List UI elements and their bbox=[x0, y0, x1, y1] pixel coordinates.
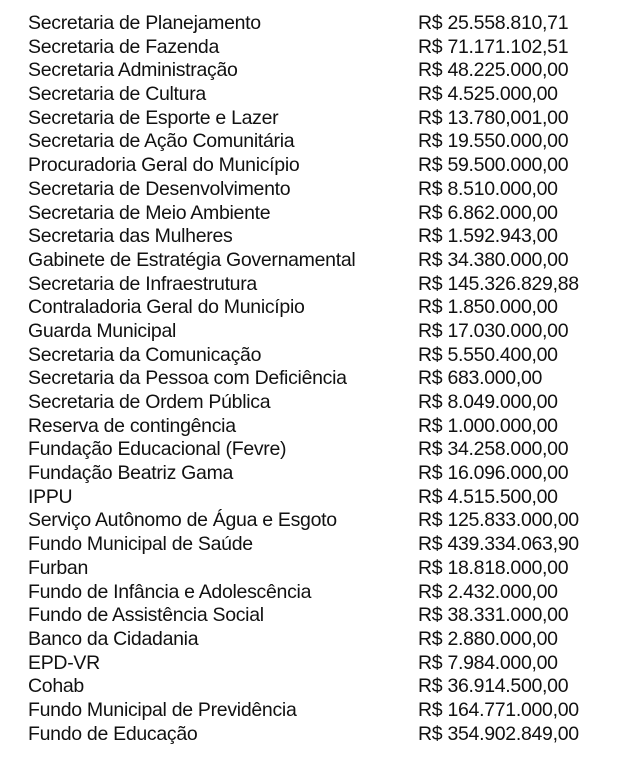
table-row bbox=[28, 59, 608, 83]
department-name: Secretaria de Desenvolvimento bbox=[28, 177, 291, 200]
budget-value: R$ 2.432.000,00 bbox=[418, 580, 558, 603]
table-row bbox=[28, 462, 608, 486]
department-name: Secretaria de Ação Comunitária bbox=[28, 130, 295, 153]
table-row bbox=[28, 391, 608, 415]
table-row bbox=[28, 225, 608, 249]
table-row bbox=[28, 320, 608, 344]
budget-value: R$ 19.550.000,00 bbox=[418, 130, 569, 153]
department-name: Secretaria de Fazenda bbox=[28, 35, 219, 58]
department-name: IPPU bbox=[28, 485, 73, 508]
table-row bbox=[28, 83, 608, 107]
table-row bbox=[28, 296, 608, 320]
table-row bbox=[28, 438, 608, 462]
department-name: Secretaria de Cultura bbox=[28, 83, 206, 106]
department-name: Procuradoria Geral do Município bbox=[28, 154, 300, 177]
budget-value: R$ 36.914.500,00 bbox=[418, 675, 569, 698]
budget-value: R$ 17.030.000,00 bbox=[418, 319, 569, 342]
budget-value: R$ 2.880.000,00 bbox=[418, 627, 558, 650]
table-row bbox=[28, 107, 608, 131]
table-row bbox=[28, 604, 608, 628]
budget-value: R$ 38.331.000,00 bbox=[418, 604, 569, 627]
table-row bbox=[28, 533, 608, 557]
department-name: Secretaria de Ordem Pública bbox=[28, 391, 271, 413]
department-name: EPD-VR bbox=[28, 651, 100, 674]
budget-value: R$ 6.862.000,00 bbox=[418, 201, 558, 224]
department-name: Reserva de contingência bbox=[28, 414, 236, 437]
budget-value: R$ 25.558.810,71 bbox=[418, 12, 569, 34]
department-name: Secretaria de Meio Ambiente bbox=[28, 201, 271, 224]
department-name: Fundo Municipal de Previdência bbox=[28, 698, 297, 721]
department-name: Fundo de Infância e Adolescência bbox=[28, 580, 312, 603]
table-row bbox=[28, 154, 608, 178]
department-name: Secretaria de Planejamento bbox=[28, 12, 261, 34]
budget-value: R$ 59.500.000,00 bbox=[418, 154, 569, 177]
department-name: Fundo de Educação bbox=[28, 722, 198, 745]
budget-value: R$ 48.225.000,00 bbox=[418, 59, 569, 82]
table-row bbox=[28, 723, 608, 747]
department-name: Fundo Municipal de Saúde bbox=[28, 533, 253, 556]
budget-value: R$ 18.818.000,00 bbox=[418, 556, 569, 579]
budget-table bbox=[28, 12, 608, 746]
table-row bbox=[28, 699, 608, 723]
table-row bbox=[28, 130, 608, 154]
budget-value: R$ 683.000,00 bbox=[418, 367, 543, 390]
department-name: Furban bbox=[28, 556, 88, 579]
table-row bbox=[28, 486, 608, 510]
budget-value: R$ 439.334.063,90 bbox=[418, 533, 579, 556]
budget-value: R$ 145.326.829,88 bbox=[418, 272, 579, 295]
department-name: Banco da Cidadania bbox=[28, 627, 199, 650]
budget-value: R$ 1.592.943,00 bbox=[418, 225, 558, 248]
department-name: Guarda Municipal bbox=[28, 319, 177, 342]
budget-value: R$ 34.258.000,00 bbox=[418, 438, 569, 461]
department-name: Fundação Beatriz Gama bbox=[28, 462, 234, 485]
budget-value: R$ 16.096.000,00 bbox=[418, 462, 569, 485]
budget-value: R$ 7.984.000,00 bbox=[418, 651, 558, 674]
budget-value: R$ 1.850.000,00 bbox=[418, 296, 558, 319]
department-name: Secretaria da Pessoa com Deficiência bbox=[28, 367, 347, 390]
budget-value: R$ 4.525.000,00 bbox=[418, 83, 558, 106]
budget-value: R$ 354.902.849,00 bbox=[418, 722, 579, 745]
table-row bbox=[28, 249, 608, 273]
table-row bbox=[28, 581, 608, 605]
table-row bbox=[28, 557, 608, 581]
department-name: Contraladoria Geral do Município bbox=[28, 296, 305, 319]
department-name: Cohab bbox=[28, 675, 84, 698]
table-row bbox=[28, 675, 608, 699]
table-row bbox=[28, 12, 608, 36]
table-row bbox=[28, 628, 608, 652]
table-row bbox=[28, 509, 608, 533]
table-row bbox=[28, 178, 608, 202]
department-name: Gabinete de Estratégia Governamental bbox=[28, 248, 356, 271]
table-row bbox=[28, 367, 608, 391]
table-row bbox=[28, 652, 608, 676]
budget-value: R$ 1.000.000,00 bbox=[418, 414, 558, 437]
table-row bbox=[28, 36, 608, 60]
department-name: Fundo de Assistência Social bbox=[28, 604, 264, 627]
budget-value: R$ 8.049.000,00 bbox=[418, 391, 558, 413]
budget-value: R$ 4.515.500,00 bbox=[418, 485, 558, 508]
department-name: Secretaria de Esporte e Lazer bbox=[28, 106, 279, 129]
budget-value: R$ 13.780,001,00 bbox=[418, 106, 569, 129]
budget-value: R$ 34.380.000,00 bbox=[418, 248, 569, 271]
department-name: Secretaria de Infraestrutura bbox=[28, 272, 257, 295]
budget-value: R$ 8.510.000,00 bbox=[418, 177, 558, 200]
budget-value: R$ 71.171.102,51 bbox=[418, 35, 569, 58]
department-name: Fundação Educacional (Fevre) bbox=[28, 438, 287, 461]
budget-value: R$ 164.771.000,00 bbox=[418, 698, 579, 721]
table-row bbox=[28, 415, 608, 439]
department-name: Serviço Autônomo de Água e Esgoto bbox=[28, 509, 337, 532]
department-name: Secretaria das Mulheres bbox=[28, 225, 233, 248]
budget-value: R$ 125.833.000,00 bbox=[418, 509, 579, 532]
table-row bbox=[28, 202, 608, 226]
budget-value: R$ 5.550.400,00 bbox=[418, 343, 558, 366]
table-row bbox=[28, 273, 608, 297]
department-name: Secretaria da Comunicação bbox=[28, 343, 262, 366]
department-name: Secretaria Administração bbox=[28, 59, 238, 82]
table-row bbox=[28, 344, 608, 368]
